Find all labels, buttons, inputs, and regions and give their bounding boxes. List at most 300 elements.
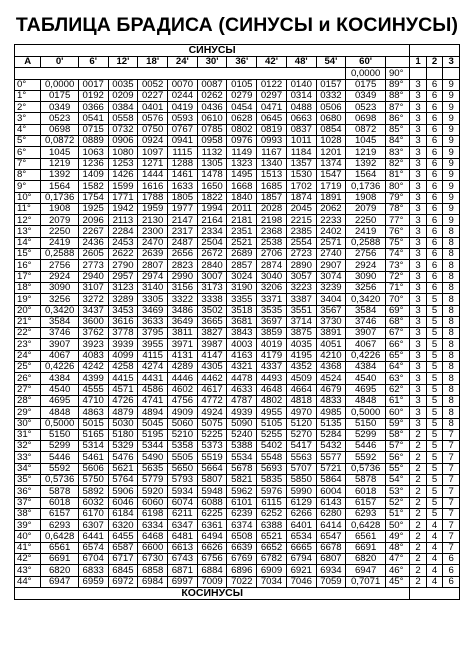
value-cell: 5693	[257, 463, 287, 474]
value-cell: 0523	[41, 113, 78, 124]
value-cell: 1392	[41, 169, 78, 180]
value-cell: 5650	[168, 463, 198, 474]
value-cell: 3239	[316, 282, 346, 293]
value-cell: 1305	[197, 158, 227, 169]
value-cell: 5821	[227, 474, 257, 485]
value-cell: 4617	[197, 384, 227, 395]
correction-cell: 5	[426, 294, 443, 305]
value-cell: 5105	[257, 418, 287, 429]
value-cell: 6652	[257, 542, 287, 553]
cosine-degree-cell: 63°	[385, 373, 409, 384]
value-cell: 6820	[346, 554, 386, 565]
value-cell: 2368	[257, 226, 287, 237]
value-cell: 1080	[108, 147, 138, 158]
caption-blank	[410, 45, 460, 57]
value-cell: 3987	[197, 339, 227, 350]
value-cell: 5621	[108, 463, 138, 474]
value-cell: 6587	[108, 542, 138, 553]
correction-cell: 5	[426, 373, 443, 384]
angle-header: A	[15, 57, 41, 68]
value-cell: 1616	[138, 181, 168, 192]
value-cell: 4446	[168, 373, 198, 384]
value-cell: 0349	[346, 90, 386, 101]
table-row	[15, 79, 460, 90]
sines-caption-row	[15, 45, 460, 57]
value-cell: 6972	[108, 576, 138, 587]
value-cell: 2385	[286, 226, 316, 237]
correction-cell: 4	[426, 520, 443, 531]
value-cell: 1323	[227, 158, 257, 169]
value-cell: 6184	[108, 508, 138, 519]
value-cell: 4863	[78, 407, 108, 418]
value-cell: 5180	[108, 429, 138, 440]
table-row	[15, 407, 460, 418]
value-cell: 3007	[197, 271, 227, 282]
value-cell: 4321	[227, 362, 257, 373]
correction-cell: 2	[410, 463, 427, 474]
table-row	[15, 441, 460, 452]
value-cell: 0140	[286, 79, 316, 90]
value-cell: 6088	[197, 497, 227, 508]
value-cell: 6947	[41, 576, 78, 587]
correction-cell: 3	[410, 362, 427, 373]
value-cell: 1011	[286, 136, 316, 147]
correction-cell: 5	[426, 384, 443, 395]
correction-cell: 6	[426, 203, 443, 214]
correction-cell: 3	[410, 90, 427, 101]
sine-degree-cell: 39°	[15, 520, 41, 531]
value-cell: 0,1736	[346, 181, 386, 192]
value-cell: 5592	[346, 452, 386, 463]
cosine-degree-cell: 74°	[385, 249, 409, 260]
table-body	[15, 45, 460, 600]
value-cell: 1702	[286, 181, 316, 192]
correction-cell: 8	[443, 294, 460, 305]
correction-cell: 5	[426, 508, 443, 519]
value-cell: 0087	[197, 79, 227, 90]
value-cell: 5090	[227, 418, 257, 429]
value-cell: 4210	[316, 350, 346, 361]
value-cell: 0471	[257, 102, 287, 113]
value-cell: 1650	[197, 181, 227, 192]
value-cell: 6769	[227, 554, 257, 565]
sine-degree-cell: 9°	[15, 181, 41, 192]
value-cell: 2419	[41, 237, 78, 248]
cosine-degree-cell: 86°	[385, 113, 409, 124]
value-cell: 6018	[346, 486, 386, 497]
value-cell: 5892	[78, 486, 108, 497]
value-cell: 1028	[316, 136, 346, 147]
value-cell: 2907	[316, 260, 346, 271]
value-cell: 0052	[138, 79, 168, 90]
value-cell: 1599	[108, 181, 138, 192]
value-cell: 1236	[78, 158, 108, 169]
table-row	[15, 531, 460, 542]
value-cell: 2284	[108, 226, 138, 237]
value-cell: 4602	[168, 384, 198, 395]
value-cell: 0,5000	[346, 407, 386, 418]
correction-cell: 9	[443, 124, 460, 135]
value-cell: 0122	[257, 79, 287, 90]
value-cell: 0,5000	[41, 418, 78, 429]
correction-cell: 6	[426, 79, 443, 90]
value-cell: 5255	[257, 429, 287, 440]
cosine-degree-cell: 80°	[385, 181, 409, 192]
correction-cell: 8	[443, 395, 460, 406]
value-cell: 6293	[41, 520, 78, 531]
correction-cell: 3	[410, 113, 427, 124]
correction-cell: 3	[410, 102, 427, 113]
value-cell: 6468	[138, 531, 168, 542]
correction-cell: 8	[443, 316, 460, 327]
table-row	[15, 542, 460, 553]
value-cell: 5864	[316, 474, 346, 485]
value-cell: 6574	[78, 542, 108, 553]
correction-cell: 2	[410, 497, 427, 508]
value-cell: 3795	[138, 328, 168, 339]
minute-header: 54'	[316, 57, 346, 68]
value-cell: 5210	[168, 429, 198, 440]
correction-cell: 3	[410, 418, 427, 429]
value-cell: 0419	[168, 102, 198, 113]
minute-header: 12'	[108, 57, 138, 68]
value-cell: 2164	[197, 215, 227, 226]
value-cell: 0157	[316, 79, 346, 90]
cosine-degree-cell: 45°	[385, 576, 409, 587]
value-cell: 1994	[197, 203, 227, 214]
value-cell: 3090	[41, 282, 78, 293]
value-cell: 6845	[108, 565, 138, 576]
correction-cell: 7	[443, 497, 460, 508]
correction-cell: 3	[410, 316, 427, 327]
value-cell: 2250	[41, 226, 78, 237]
value-cell: 0976	[227, 136, 257, 147]
value-cell: 5299	[346, 429, 386, 440]
value-cell: 0558	[108, 113, 138, 124]
value-cell: 2639	[138, 249, 168, 260]
value-cell: 2419	[346, 226, 386, 237]
value-cell: 2622	[108, 249, 138, 260]
sine-degree-cell: 40°	[15, 531, 41, 542]
table-row	[15, 158, 460, 169]
value-cell: 0993	[257, 136, 287, 147]
value-cell: 4879	[108, 407, 138, 418]
value-cell: 4848	[346, 395, 386, 406]
correction-cell: 4	[426, 554, 443, 565]
cosine-degree-cell: 69°	[385, 305, 409, 316]
value-cell: 0523	[346, 102, 386, 113]
value-cell: 5476	[108, 452, 138, 463]
correction-cell: 6	[426, 271, 443, 282]
value-cell: 4955	[257, 407, 287, 418]
minute-header: 18'	[138, 57, 168, 68]
value-cell: 0837	[286, 124, 316, 135]
value-cell: 0,5736	[346, 463, 386, 474]
value-cell: 5548	[257, 452, 287, 463]
sine-degree-cell: 4°	[15, 124, 41, 135]
header-blank	[385, 57, 409, 68]
value-cell: 3074	[316, 271, 346, 282]
correction-cell: 6	[426, 249, 443, 260]
value-cell: 1184	[286, 147, 316, 158]
sine-degree-cell: 25°	[15, 362, 41, 373]
value-cell: 2181	[227, 215, 257, 226]
correction-cell: 3	[410, 181, 427, 192]
value-cell: 2756	[346, 249, 386, 260]
value-cell: 2334	[197, 226, 227, 237]
value-cell: 6613	[168, 542, 198, 553]
correction-cell: 2	[410, 452, 427, 463]
correction-cell: 8	[443, 339, 460, 350]
value-cell: 5962	[227, 486, 257, 497]
value-cell: 5432	[316, 441, 346, 452]
correction-cell: 2	[410, 531, 427, 542]
value-cell: 3811	[168, 328, 198, 339]
sine-degree-cell: 34°	[15, 463, 41, 474]
cosine-degree-cell: 55°	[385, 463, 409, 474]
sine-degree-cell: 29°	[15, 407, 41, 418]
value-cell: 6004	[316, 486, 346, 497]
correction-cell: 9	[443, 113, 460, 124]
value-cell: 6547	[316, 531, 346, 542]
correction-cell: 6	[426, 226, 443, 237]
sine-degree-cell: 15°	[15, 249, 41, 260]
value-cell: 3355	[227, 294, 257, 305]
value-cell: 1461	[168, 169, 198, 180]
value-cell: 4131	[168, 350, 198, 361]
value-cell: 1045	[41, 147, 78, 158]
value-cell: 6074	[168, 497, 198, 508]
value-cell: 4147	[197, 350, 227, 361]
correction-cell: 8	[443, 350, 460, 361]
value-cell: 0506	[316, 102, 346, 113]
cosine-degree-cell: 81°	[385, 169, 409, 180]
value-cell: 0454	[227, 102, 257, 113]
table-row	[15, 474, 460, 485]
value-cell: 5446	[41, 452, 78, 463]
value-cell: 2940	[78, 271, 108, 282]
value-cell: 3616	[108, 316, 138, 327]
value-cell: 6858	[138, 565, 168, 576]
value-cell: 3907	[41, 339, 78, 350]
sine-degree-cell: 31°	[15, 429, 41, 440]
sine-degree-cell: 18°	[15, 282, 41, 293]
value-cell: 1253	[108, 158, 138, 169]
value-cell: 4802	[257, 395, 287, 406]
value-cell: 4555	[78, 384, 108, 395]
correction-cell: 7	[443, 531, 460, 542]
value-cell: 5446	[346, 441, 386, 452]
value-cell: 3518	[227, 305, 257, 316]
cosine-degree-cell: 78°	[385, 203, 409, 214]
value-cell: 4664	[286, 384, 316, 395]
cosine-degree-cell: 57°	[385, 441, 409, 452]
value-cell: 4524	[316, 373, 346, 384]
value-cell: 6743	[168, 554, 198, 565]
table-row	[15, 486, 460, 497]
value-cell: 2062	[316, 203, 346, 214]
cosine-degree-cell: 76°	[385, 226, 409, 237]
value-cell: 5135	[316, 418, 346, 429]
value-cell: 0906	[108, 136, 138, 147]
value-cell: 0,6428	[346, 520, 386, 531]
value-cell: 6455	[108, 531, 138, 542]
table-row	[15, 203, 460, 214]
value-cell: 3633	[138, 316, 168, 327]
correction-cell: 6	[426, 113, 443, 124]
value-cell: 6115	[257, 497, 287, 508]
correction-cell: 6	[443, 554, 460, 565]
sine-degree-cell: 13°	[15, 226, 41, 237]
value-cell: 0366	[78, 102, 108, 113]
sine-degree-cell: 16°	[15, 260, 41, 271]
value-cell: 3859	[257, 328, 287, 339]
table-row	[15, 90, 460, 101]
value-cell: 1495	[227, 169, 257, 180]
correction-cell: 3	[410, 350, 427, 361]
correction-cell: 5	[426, 395, 443, 406]
table-row	[15, 328, 460, 339]
table-row	[15, 113, 460, 124]
value-cell: 5299	[41, 441, 78, 452]
correction-cell: 4	[426, 531, 443, 542]
value-cell: 0941	[168, 136, 198, 147]
correction-cell: 3	[410, 305, 427, 316]
value-cell: 0,2588	[41, 249, 78, 260]
value-cell: 3971	[168, 339, 198, 350]
value-cell: 4258	[108, 362, 138, 373]
value-cell: 5270	[286, 429, 316, 440]
value-cell: 6170	[78, 508, 108, 519]
table-row	[15, 452, 460, 463]
minute-header: 24'	[168, 57, 198, 68]
sines-caption: СИНУСЫ	[15, 45, 410, 57]
value-cell: 3746	[346, 316, 386, 327]
sine-degree-cell: 10°	[15, 192, 41, 203]
value-cell: 0017	[78, 79, 108, 90]
value-cell: 0680	[316, 113, 346, 124]
value-cell: 1564	[41, 181, 78, 192]
value-cell: 4787	[227, 395, 257, 406]
value-cell: 4099	[108, 350, 138, 361]
value-cell: 4019	[257, 339, 287, 350]
value-cell: 4179	[257, 350, 287, 361]
value-cell: 4067	[346, 339, 386, 350]
value-cell: 2470	[138, 237, 168, 248]
correction-cell: 8	[443, 226, 460, 237]
correction-header: 2	[426, 57, 443, 68]
value-cell: 4710	[78, 395, 108, 406]
value-cell: 0,1736	[41, 192, 78, 203]
value-cell: 0889	[78, 136, 108, 147]
value-cell: 2045	[286, 203, 316, 214]
value-cell: 5721	[316, 463, 346, 474]
value-cell: 3714	[286, 316, 316, 327]
cosine-degree-cell: 75°	[385, 237, 409, 248]
value-cell: 4115	[138, 350, 168, 361]
value-cell: 6143	[316, 497, 346, 508]
value-cell: 0384	[108, 102, 138, 113]
value-cell: 1874	[286, 192, 316, 203]
value-cell: 4478	[227, 373, 257, 384]
value-cell: 0436	[197, 102, 227, 113]
value-cell: 6947	[346, 565, 386, 576]
value-cell: 2113	[108, 215, 138, 226]
value-cell: 5505	[168, 452, 198, 463]
sine-degree-cell: 22°	[15, 328, 41, 339]
table-row	[15, 305, 460, 316]
value-cell: 3190	[227, 282, 257, 293]
minute-header: 6'	[78, 57, 108, 68]
correction-cell: 3	[410, 339, 427, 350]
minute-header: 60'	[346, 57, 386, 68]
value-cell: 0349	[41, 102, 78, 113]
sine-degree-cell: 8°	[15, 169, 41, 180]
value-cell: 2957	[108, 271, 138, 282]
value-cell: 1201	[316, 147, 346, 158]
correction-cell: 3	[410, 282, 427, 293]
value-cell: 5150	[346, 418, 386, 429]
sine-degree-cell: 43°	[15, 565, 41, 576]
value-cell: 4051	[316, 339, 346, 350]
correction-cell: 5	[426, 362, 443, 373]
value-cell: 3256	[346, 282, 386, 293]
minute-header: 36'	[227, 57, 257, 68]
value-cell: 3923	[78, 339, 108, 350]
table-row	[15, 554, 460, 565]
value-cell: 4368	[316, 362, 346, 373]
value-cell: 4289	[168, 362, 198, 373]
value-cell: 1977	[168, 203, 198, 214]
value-cell: 0,7071	[346, 576, 386, 587]
value-cell: 6320	[108, 520, 138, 531]
value-cell: 5878	[346, 474, 386, 485]
correction-cell: 7	[443, 463, 460, 474]
value-cell: 0279	[227, 90, 257, 101]
value-cell: 0,5736	[41, 474, 78, 485]
header-row	[15, 57, 460, 68]
correction-cell: 3	[410, 237, 427, 248]
table-row	[15, 497, 460, 508]
value-cell: 3584	[346, 305, 386, 316]
value-cell: 4242	[78, 362, 108, 373]
value-cell: 3338	[197, 294, 227, 305]
value-cell: 2756	[41, 260, 78, 271]
correction-cell: 8	[443, 260, 460, 271]
value-cell: 0785	[197, 124, 227, 135]
value-cell: 1685	[257, 181, 287, 192]
correction-cell: 8	[443, 418, 460, 429]
correction-cell: 6	[426, 102, 443, 113]
value-cell: 4274	[138, 362, 168, 373]
sine-degree-cell: 23°	[15, 339, 41, 350]
correction-cell: 4	[426, 565, 443, 576]
correction-cell: 5	[426, 339, 443, 350]
correction-cell: 5	[426, 350, 443, 361]
value-cell: 6984	[138, 576, 168, 587]
value-cell: 5402	[257, 441, 287, 452]
value-cell: 3697	[257, 316, 287, 327]
table-row	[15, 339, 460, 350]
value-cell: 4648	[257, 384, 287, 395]
value-cell: 0227	[138, 90, 168, 101]
value-cell: 2521	[227, 237, 257, 248]
value-cell: 2079	[41, 215, 78, 226]
value-cell: 4003	[227, 339, 257, 350]
value-cell: 5358	[168, 441, 198, 452]
value-cell: 5225	[197, 429, 227, 440]
value-cell: 3502	[197, 305, 227, 316]
